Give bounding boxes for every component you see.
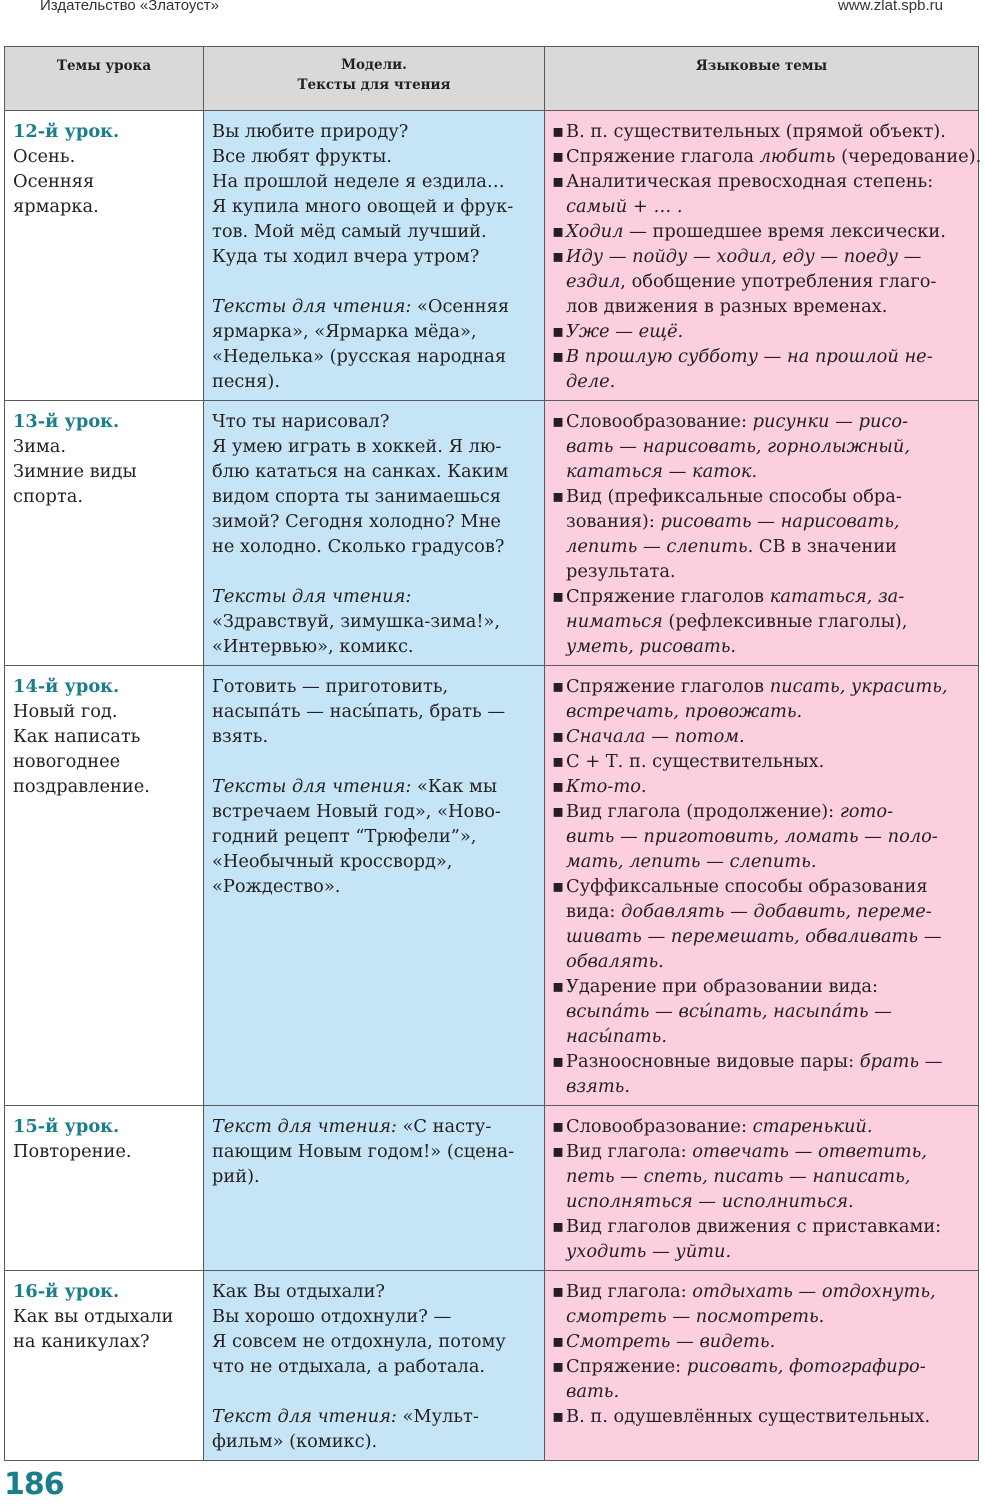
reading-line: фильм» (комикс). [212, 1431, 378, 1452]
language-item: ▪ Спряжение глаголов кататься, за- [552, 586, 905, 607]
header-models-line1: Модели. [341, 57, 407, 73]
model-line: Я совсем не отдохнула, потому [212, 1331, 506, 1352]
topic-line: новогоднее [13, 751, 121, 772]
lesson-number: 12-й урок. [13, 121, 120, 142]
lesson-topic-cell [5, 666, 204, 1106]
topic-line: Как написать [13, 726, 141, 747]
language-item-cont: мать, лепить — слепить. [566, 851, 817, 872]
table-row [5, 1106, 979, 1271]
language-item: ▪ Смотреть — видеть. [552, 1331, 776, 1352]
lesson-topic-cell [5, 1106, 204, 1271]
topic-line: Повторение. [13, 1141, 132, 1162]
header-models-line2: Тексты для чтения [297, 77, 451, 93]
language-item-cont: деле. [566, 371, 616, 392]
model-line: Я умею играть в хоккей. Я лю- [212, 436, 502, 457]
model-line: зимой? Сегодня холодно? Мне [212, 511, 501, 532]
reading-line: годний рецепт “Трюфели”», [212, 826, 477, 847]
reading-line: Текст для чтения: «Мульт- [212, 1406, 479, 1427]
language-item: ▪ Вид глагола: отдыхать — отдохнуть, [552, 1281, 936, 1302]
reading-line: песня). [212, 371, 280, 392]
model-line: насыпа́ть — насы́пать, брать — [212, 701, 506, 722]
language-item-cont: исполняться — исполниться. [566, 1191, 854, 1212]
language-topics-cell [545, 1106, 979, 1271]
model-line: видом спорта ты занимаешься [212, 486, 501, 507]
topic-line: Зима. [13, 436, 67, 457]
language-item: ▪ Иду — пойду — ходил, еду — поеду — [552, 246, 922, 267]
language-item: ▪ Уже — ещё. [552, 321, 684, 342]
language-item: ▪ Словообразование: старенький. [552, 1116, 873, 1137]
model-line: Я купила много овощей и фрук- [212, 196, 514, 217]
reading-line: пающим Новым годом!» (сцена- [212, 1141, 515, 1162]
reading-line: ярмарка», «Ярмарка мёда», [212, 321, 477, 342]
language-item-cont: результата. [566, 561, 676, 582]
language-item-cont: петь — спеть, писать — написать, [566, 1166, 911, 1187]
language-item-cont: встречать, провожать. [566, 701, 803, 722]
reading-line: «Рождество». [212, 876, 341, 897]
topic-line: Осень. [13, 146, 76, 167]
language-item: ▪ В прошлую субботу — на прошлой не- [552, 346, 933, 367]
language-item-cont: вида: добавлять — добавить, переме- [566, 901, 932, 922]
lesson-number: 14-й урок. [13, 676, 120, 697]
language-item-cont: ниматься (рефлексивные глаголы), [566, 611, 908, 632]
reading-label: Тексты для чтения: [212, 776, 412, 797]
model-line: что не отдыхала, а работала. [212, 1356, 486, 1377]
language-item: ▪ Ходил — прошедшее время лексически. [552, 221, 946, 242]
topic-line: спорта. [13, 486, 83, 507]
models-cell [204, 1271, 545, 1461]
language-item: ▪ В. п. существительных (прямой объект). [552, 121, 946, 142]
topic-line: Осенняя [13, 171, 95, 192]
model-line: Как Вы отдыхали? [212, 1281, 385, 1302]
model-line: тов. Мой мёд самый лучший. [212, 221, 487, 242]
topic-line: ярмарка. [13, 196, 99, 217]
language-item: ▪ Спряжение: рисовать, фотографиро- [552, 1356, 926, 1377]
topic-line: Зимние виды [13, 461, 137, 482]
language-item-cont: лов движения в разных временах. [566, 296, 888, 317]
language-item-cont: смотреть — посмотреть. [566, 1306, 825, 1327]
language-item: ▪ С + Т. п. существительных. [552, 751, 825, 772]
header-topics: Темы урока [5, 47, 204, 111]
model-line: взять. [212, 726, 269, 747]
topic-line: Как вы отдыхали [13, 1306, 174, 1327]
lesson-topic-cell [5, 111, 204, 401]
language-item-cont: вить — приготовить, ломать — поло- [566, 826, 938, 847]
table-row [5, 666, 979, 1106]
model-line: Куда ты ходил вчера утром? [212, 246, 480, 267]
reading-label: Тексты для чтения: [212, 296, 412, 317]
language-item: ▪ Суффиксальные способы образования [552, 876, 928, 897]
language-item: ▪ Вид (префиксальные способы обра- [552, 486, 902, 507]
publisher-website: www.zlat.spb.ru [837, 0, 943, 14]
language-topics-cell [545, 1271, 979, 1461]
reading-line: «Необычный кроссворд», [212, 851, 453, 872]
language-item-cont: самый + … . [566, 196, 683, 217]
language-item-cont: ездил, обобщение употребления глаго- [566, 271, 937, 292]
reading-line: рий). [212, 1166, 260, 1187]
table-row [5, 401, 979, 666]
reading-line: Тексты для чтения: «Как мы [212, 776, 498, 797]
language-topics-cell [545, 401, 979, 666]
language-item-cont: вать — нарисовать, горнолыжный, [566, 436, 910, 457]
language-item: ▪ Сначала — потом. [552, 726, 745, 747]
topic-line: Новый год. [13, 701, 118, 722]
language-topics-cell [545, 666, 979, 1106]
language-item-cont: зования): рисовать — нарисовать, [566, 511, 900, 532]
language-item: ▪ Разноосновные видовые пары: брать — [552, 1051, 943, 1072]
reading-line: «Интервью», комикс. [212, 636, 414, 657]
language-item-cont: уметь, рисовать. [566, 636, 737, 657]
lesson-number: 13-й урок. [13, 411, 120, 432]
topic-line: на каникулах? [13, 1331, 150, 1352]
reading-line: Тексты для чтения: «Осенняя [212, 296, 510, 317]
model-line: Все любят фрукты. [212, 146, 392, 167]
language-item: ▪ В. п. одушевлённых существительных. [552, 1406, 931, 1427]
lesson-topic-cell [5, 401, 204, 666]
language-item-cont: всыпа́ть — всы́пать, насыпа́ть — [566, 1001, 892, 1022]
page-number: 186 [4, 1467, 64, 1502]
reading-label: Текст для чтения: [212, 1116, 397, 1137]
language-item: ▪ Кто-то. [552, 776, 647, 797]
language-item: ▪ Вид глагола (продолжение): гото- [552, 801, 894, 822]
model-line: Вы любите природу? [212, 121, 409, 142]
publisher-name: Издательство «Златоуст» [40, 0, 219, 14]
language-topics-cell [545, 111, 982, 401]
language-item: ▪ Аналитическая превосходная степень: [552, 171, 934, 192]
model-line: На прошлой неделе я ездила… [212, 171, 505, 192]
language-item-cont: лепить — слепить. СВ в значении [566, 536, 897, 557]
models-cell [204, 666, 545, 1106]
header-models [204, 47, 545, 111]
reading-line: «Здравствуй, зимушка-зима!», [212, 611, 501, 632]
language-item-cont: обвалять. [566, 951, 664, 972]
language-item: ▪ Словообразование: рисунки — рисо- [552, 411, 909, 432]
reading-line: «Неделька» (русская народная [212, 346, 507, 367]
reading-label: Текст для чтения: [212, 1406, 397, 1427]
lesson-number: 16-й урок. [13, 1281, 120, 1302]
lesson-plan-table [4, 46, 982, 1461]
table-row [5, 111, 979, 401]
model-line: блю кататься на санках. Каким [212, 461, 509, 482]
table-header-row [5, 47, 979, 111]
language-item-cont: взять. [566, 1076, 631, 1097]
topic-line: поздравление. [13, 776, 150, 797]
header-language-topics: Языковые темы [545, 47, 979, 111]
models-cell [204, 401, 545, 666]
language-item: ▪ Вид глаголов движения с приставками: [552, 1216, 942, 1237]
model-line: Что ты нарисовал? [212, 411, 390, 432]
language-item: ▪ Спряжение глаголов писать, украсить, [552, 676, 948, 697]
reading-line: Текст для чтения: «С насту- [212, 1116, 492, 1137]
models-cell [204, 1106, 545, 1271]
language-item-cont: насы́пать. [566, 1026, 668, 1047]
language-item: ▪ Спряжение глагола любить (чередование). [552, 146, 982, 167]
language-item-cont: шивать — перемешать, обваливать — [566, 926, 942, 947]
reading-line: встречаем Новый год», «Ново- [212, 801, 501, 822]
language-item-cont: вать. [566, 1381, 620, 1402]
table-row [5, 1271, 979, 1461]
language-item: ▪ Вид глагола: отвечать — ответить, [552, 1141, 927, 1162]
language-item-cont: кататься — каток. [566, 461, 758, 482]
model-line: не холодно. Сколько градусов? [212, 536, 505, 557]
model-line: Готовить — приготовить, [212, 676, 449, 697]
lesson-topic-cell [5, 1271, 204, 1461]
lesson-number: 15-й урок. [13, 1116, 120, 1137]
reading-label: Тексты для чтения: [212, 586, 412, 607]
models-cell [204, 111, 545, 401]
language-item: ▪ Ударение при образовании вида: [552, 976, 878, 997]
language-item-cont: уходить — уйти. [566, 1241, 732, 1262]
model-line: Вы хорошо отдохнули? — [212, 1306, 452, 1327]
